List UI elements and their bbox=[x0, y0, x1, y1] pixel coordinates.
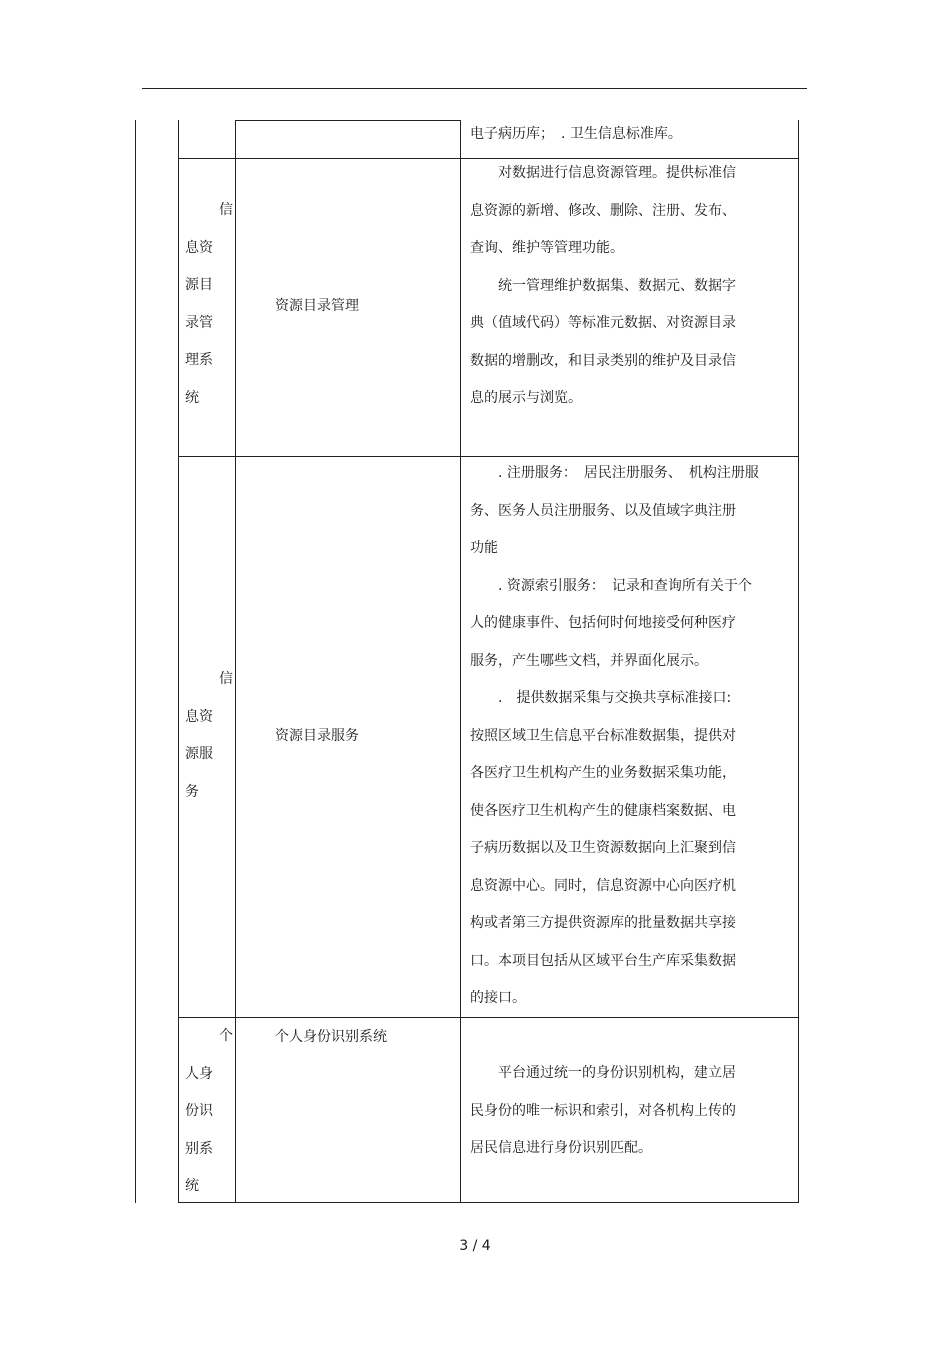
category-line: 务 bbox=[185, 783, 199, 800]
table-row-2-description bbox=[470, 455, 790, 1018]
category-line: 信 bbox=[219, 202, 233, 218]
page-margin-rule bbox=[135, 120, 136, 1203]
table-row-0-description bbox=[470, 116, 790, 154]
table-row-1-category bbox=[185, 192, 235, 417]
table-cell-top-border bbox=[235, 120, 460, 121]
description-line: 居民信息进行身份识别匹配。 bbox=[470, 1140, 652, 1156]
description-line: 各医疗卫生机构产生的业务数据采集功能， bbox=[470, 765, 736, 781]
description-line: 人的健康事件、包括何时何地接受何种医疗 bbox=[470, 615, 736, 631]
table-border-right bbox=[798, 120, 799, 1203]
table-row-3-description bbox=[470, 1055, 790, 1168]
description-line: 的接口。 bbox=[470, 990, 526, 1006]
description-line: . 资源索引服务： 记录和查询所有关于个 bbox=[470, 577, 752, 594]
description-line: 息的展示与浏览。 bbox=[470, 390, 582, 406]
table-border-left bbox=[178, 120, 179, 1203]
category-line: 息资 bbox=[185, 708, 213, 725]
description-line: . 注册服务： 居民注册服务、 机构注册服 bbox=[470, 465, 759, 481]
category-line: 信 bbox=[219, 671, 233, 687]
category-line: 源目 bbox=[185, 277, 213, 293]
description-line: 民身份的唯一标识和索引，对各机构上传的 bbox=[470, 1102, 736, 1119]
page-number: 3 / 4 bbox=[459, 1238, 491, 1254]
category-line: 个 bbox=[219, 1028, 233, 1044]
table-row-2-name: 资源目录服务 bbox=[275, 728, 359, 744]
category-line: 统 bbox=[185, 1178, 199, 1194]
description-line: 电子病历库； . 卫生信息标准库。 bbox=[470, 126, 682, 142]
table-row-1-name: 资源目录管理 bbox=[275, 298, 359, 314]
table-column-divider-1 bbox=[235, 120, 236, 1203]
description-line: 口。本项目包括从区域平台生产库采集数据 bbox=[470, 952, 736, 969]
category-line: 源服 bbox=[185, 746, 213, 762]
description-line: 使各医疗卫生机构产生的健康档案数据、电 bbox=[470, 802, 736, 819]
description-line: 务、医务人员注册服务、以及值域字典注册 bbox=[470, 502, 736, 519]
category-line: 理系 bbox=[185, 352, 213, 368]
table-column-divider-2 bbox=[460, 120, 461, 1203]
description-line: 平台通过统一的身份识别机构，建立居 bbox=[470, 1065, 736, 1081]
category-line: 份识 bbox=[185, 1103, 213, 1119]
category-line: 录管 bbox=[185, 314, 213, 331]
category-line: 人身 bbox=[185, 1065, 213, 1082]
description-line: 统一管理维护数据集、数据元、数据字 bbox=[470, 277, 736, 294]
description-line: 构或者第三方提供资源库的批量数据共享接 bbox=[470, 915, 736, 931]
description-line: 功能 bbox=[470, 540, 498, 556]
description-line: 息资源中心。同时，信息资源中心向医疗机 bbox=[470, 877, 736, 894]
page-header-rule bbox=[142, 88, 807, 89]
table-border-bottom bbox=[178, 1202, 799, 1203]
description-line: 典（值域代码）等标准元数据、对资源目录 bbox=[470, 315, 736, 331]
table-row-1-description bbox=[470, 155, 790, 418]
description-line: 服务，产生哪些文档，并界面化展示。 bbox=[470, 652, 708, 669]
category-line: 统 bbox=[185, 389, 199, 406]
description-line: 子病历数据以及卫生资源数据向上汇聚到信 bbox=[470, 840, 736, 856]
description-line: 对数据进行信息资源管理。提供标准信 bbox=[470, 165, 736, 181]
category-line: 息资 bbox=[185, 239, 213, 256]
description-line: 数据的增删改，和目录类别的维护及目录信 bbox=[470, 352, 736, 369]
description-line: 息资源的新增、修改、删除、注册、发布、 bbox=[470, 202, 736, 219]
table-row-3-name: 个人身份识别系统 bbox=[275, 1029, 387, 1045]
description-line: . 提供数据采集与交换共享标准接口: bbox=[470, 690, 732, 706]
description-line: 按照区域卫生信息平台标准数据集，提供对 bbox=[470, 727, 736, 744]
table-row-2-category bbox=[185, 661, 235, 811]
description-line: 查询、维护等管理功能。 bbox=[470, 240, 624, 256]
category-line: 别系 bbox=[185, 1140, 213, 1157]
table-row-3-category bbox=[185, 1018, 235, 1206]
